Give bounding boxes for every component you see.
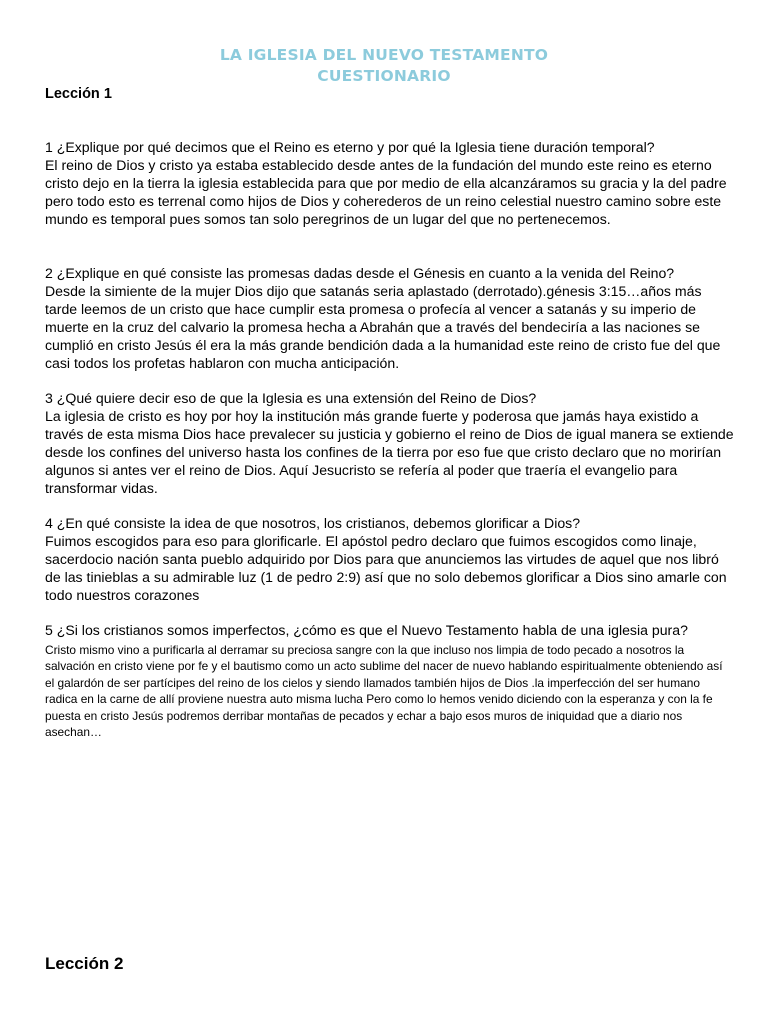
question-2-text: 2 ¿Explique en qué consiste las promesas dadas desde el Génesis en cuanto a la venida del Reino? [45, 265, 675, 281]
question-block-3 [45, 389, 735, 497]
answer-1-text: El reino de Dios y cristo ya estaba establecido desde antes de la fundación del mundo este reino es eterno cristo dejo en la tierra la iglesia establecida para que por medio de ella alcanzáramos su gracia y la del padre pero todo esto es terrenal como hijos de Dios y coherederos de un reino celestial nuestro camino sobre este mundo es temporal pues somos tan solo peregrinos de un lugar del que no pertenecemos. [45, 157, 727, 227]
question-block-5 [45, 621, 735, 740]
lesson-2-heading: Lección 2 [45, 954, 124, 973]
question-5-text: 5 ¿Si los cristianos somos imperfectos, ¿cómo es que el Nuevo Testamento habla de una iglesia pura? [45, 622, 688, 638]
lesson-1-heading: Lección 1 [45, 86, 112, 102]
question-block-2 [45, 264, 735, 372]
document-subtitle: CUESTIONARIO [317, 67, 451, 85]
answer-2-text: Desde la simiente de la mujer Dios dijo que satanás seria aplastado (derrotado).génesis 3:15…años más tarde leemos de un cristo que hace cumplir esta promesa o profecía al vencer a satanás y su imperio de muerte en la cruz del calvario la promesa hecha a Abrahán que a través del bendeciría a las naciones se cumplió en cristo Jesús él era la más grande bendición dada a la humanidad este reino de cristo fue del que casi todos los profetas hablaron con mucha anticipación. [45, 283, 721, 371]
question-1-text: 1 ¿Explique por qué decimos que el Reino es eterno y por qué la Iglesia tiene duración temporal? [45, 139, 655, 155]
question-4-text: 4 ¿En qué consiste la idea de que nosotros, los cristianos, debemos glorificar a Dios? [45, 515, 581, 531]
question-3-text: 3 ¿Qué quiere decir eso de que la Iglesia es una extensión del Reino de Dios? [45, 390, 537, 406]
question-block-4 [45, 514, 735, 604]
question-block-1 [45, 138, 735, 228]
document-title: LA IGLESIA DEL NUEVO TESTAMENTO [219, 46, 549, 64]
answer-5-text: Cristo mismo vino a purificarla al derramar su preciosa sangre con la que incluso nos limpia de todo pecado a nosotros la salvación en cristo viene por fe y el bautismo como un acto sublime del nacer de nuevo hablando espiritualmente obteniendo así el galardón de ser partícipes del reino de los cielos y siendo llamados también hijos de Dios .la imperfección del ser humano radica en la carne de allí proviene nuestra auto misma lucha Pero como lo hemos venido diciendo con la esperanza y con la fe puesta en cristo Jesús podremos derribar montañas de pecados y echar a bajo esos muros de iniquidad que a diario nos asechan… [45, 643, 723, 740]
answer-4-text: Fuimos escogidos para eso para glorificarle. El apóstol pedro declaro que fuimos escogidos como linaje, sacerdocio nación santa pueblo adquirido por Dios para que anunciemos las virtudes de aquel que nos libró de las tinieblas a su admirable luz (1 de pedro 2:9) así que no solo debemos glorificar a Dios sino amarle con todo nuestros corazones [45, 533, 727, 603]
answer-3-text: La iglesia de cristo es hoy por hoy la institución más grande fuerte y poderosa que jamás haya existido a través de esta misma Dios hace prevalecer su justicia y gobierno el reino de Dios de igual manera se extiende desde los confines del universo hasta los confines de la tierra por eso fue que cristo declaro que no morirían algunos si antes ver el reino de Dios. Aquí Jesucristo se refería al poder que traería el evangelio para transformar vidas. [45, 408, 734, 496]
